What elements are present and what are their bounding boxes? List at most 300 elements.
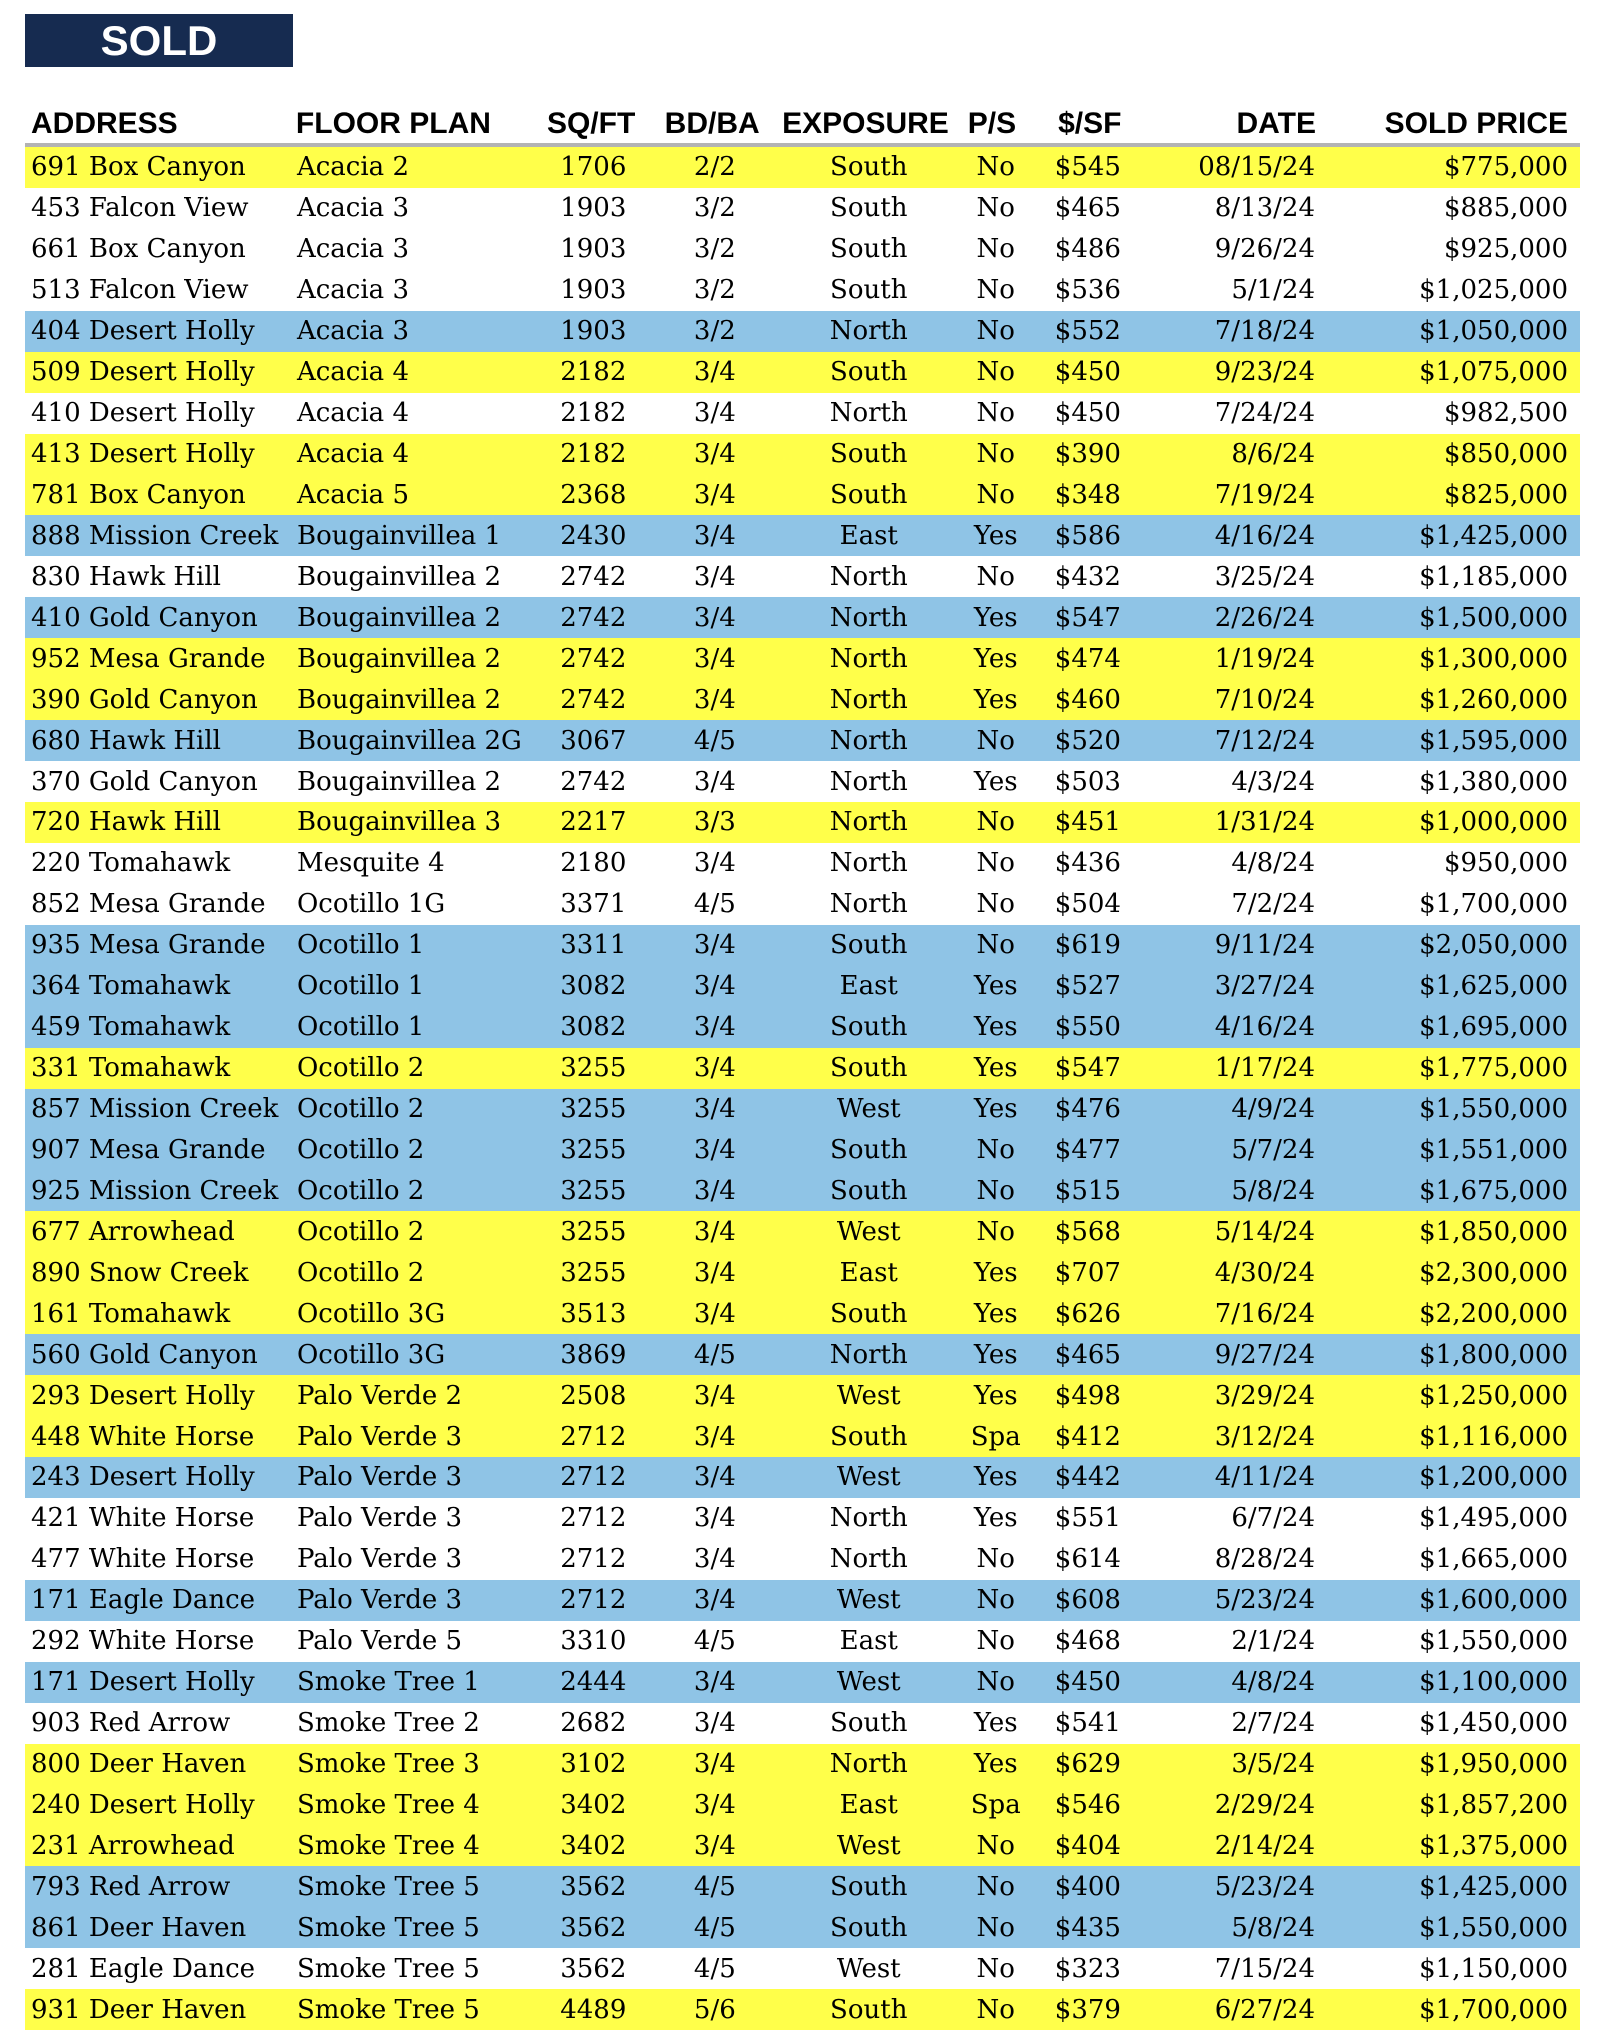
cell-price-per-sf: $435	[1054, 1912, 1121, 1943]
cell-exposure: North	[829, 684, 908, 715]
cell-price-per-sf: $432	[1054, 561, 1121, 592]
cell-address: 888 Mission Creek	[31, 520, 279, 551]
cell-sqft: 2217	[560, 807, 627, 838]
cell-ps: Yes	[973, 643, 1018, 674]
table-row	[25, 802, 1580, 843]
cell-sqft: 3562	[560, 1871, 627, 1902]
cell-sqft: 2430	[560, 520, 627, 551]
cell-price-per-sf: $527	[1054, 971, 1121, 1002]
cell-sqft: 2182	[560, 398, 627, 429]
cell-floor-plan: Ocotillo 3G	[296, 1339, 446, 1370]
cell-bdba: 3/4	[693, 1749, 736, 1780]
table-row	[25, 270, 1580, 311]
cell-bdba: 3/2	[693, 316, 736, 347]
cell-address: 171 Desert Holly	[31, 1667, 255, 1698]
cell-date: 7/2/24	[1231, 889, 1315, 920]
cell-ps: No	[976, 1216, 1015, 1247]
cell-bdba: 3/4	[693, 1053, 736, 1084]
cell-sold-price: $1,300,000	[1419, 643, 1569, 674]
cell-exposure: South	[830, 275, 908, 306]
cell-address: 861 Deer Haven	[31, 1912, 247, 1943]
cell-price-per-sf: $451	[1054, 807, 1121, 838]
cell-date: 7/15/24	[1214, 1953, 1315, 1984]
cell-address: 513 Falcon View	[31, 275, 249, 306]
cell-date: 8/13/24	[1214, 193, 1315, 224]
cell-sqft: 3513	[560, 1298, 627, 1329]
cell-price-per-sf: $619	[1054, 930, 1121, 961]
cell-sqft: 2182	[560, 357, 627, 388]
cell-sold-price: $1,025,000	[1419, 275, 1569, 306]
cell-date: 5/8/24	[1231, 1912, 1315, 1943]
cell-bdba: 3/4	[693, 930, 736, 961]
cell-ps: Yes	[973, 971, 1018, 1002]
cell-date: 7/18/24	[1214, 316, 1315, 347]
cell-sold-price: $1,625,000	[1419, 971, 1569, 1002]
cell-bdba: 3/2	[693, 193, 736, 224]
cell-price-per-sf: $520	[1054, 725, 1121, 756]
cell-bdba: 3/4	[693, 439, 736, 470]
cell-address: 370 Gold Canyon	[31, 766, 258, 797]
cell-sold-price: $1,100,000	[1419, 1667, 1569, 1698]
cell-sold-price: $1,200,000	[1419, 1462, 1569, 1493]
cell-price-per-sf: $379	[1054, 1994, 1121, 2025]
cell-exposure: East	[839, 520, 898, 551]
cell-sold-price: $1,700,000	[1419, 1994, 1569, 2025]
cell-price-per-sf: $450	[1054, 1667, 1121, 1698]
cell-ps: Yes	[973, 1462, 1018, 1493]
cell-exposure: East	[839, 971, 898, 1002]
header-address: ADDRESS	[31, 107, 178, 140]
cell-address: 661 Box Canyon	[31, 234, 246, 265]
cell-ps: Yes	[973, 1012, 1018, 1043]
cell-sold-price: $1,600,000	[1419, 1585, 1569, 1616]
cell-bdba: 4/5	[693, 1626, 736, 1657]
cell-exposure: South	[830, 1871, 908, 1902]
cell-price-per-sf: $536	[1054, 275, 1121, 306]
cell-ps: No	[976, 1626, 1015, 1657]
cell-ps: No	[976, 1585, 1015, 1616]
cell-ps: No	[976, 439, 1015, 470]
cell-address: 800 Deer Haven	[31, 1749, 247, 1780]
cell-bdba: 3/4	[693, 1667, 736, 1698]
cell-address: 410 Desert Holly	[31, 398, 255, 429]
cell-floor-plan: Palo Verde 3	[296, 1421, 463, 1452]
table-row	[25, 966, 1580, 1007]
cell-exposure: South	[830, 1421, 908, 1452]
cell-sold-price: $1,150,000	[1419, 1953, 1569, 1984]
cell-price-per-sf: $460	[1054, 684, 1121, 715]
cell-price-per-sf: $348	[1054, 479, 1121, 510]
cell-address: 720 Hawk Hill	[31, 807, 221, 838]
table-row	[25, 1089, 1580, 1130]
cell-sqft: 2712	[560, 1462, 627, 1493]
cell-exposure: South	[830, 1708, 908, 1739]
cell-date: 5/23/24	[1214, 1585, 1315, 1616]
cell-bdba: 3/4	[693, 1094, 736, 1125]
cell-price-per-sf: $468	[1054, 1626, 1121, 1657]
cell-address: 413 Desert Holly	[31, 439, 255, 470]
cell-floor-plan: Bougainvillea 2	[296, 766, 502, 797]
cell-sqft: 3067	[560, 725, 627, 756]
cell-exposure: South	[830, 439, 908, 470]
cell-sqft: 2712	[560, 1503, 627, 1534]
cell-address: 477 White Horse	[31, 1544, 255, 1575]
cell-floor-plan: Ocotillo 2	[296, 1094, 425, 1125]
cell-date: 3/25/24	[1214, 561, 1315, 592]
cell-address: 852 Mesa Grande	[31, 889, 266, 920]
cell-sqft: 2742	[560, 643, 627, 674]
cell-sqft: 3562	[560, 1912, 627, 1943]
cell-address: 890 Snow Creek	[31, 1257, 249, 1288]
table-header	[25, 104, 1580, 147]
cell-sqft: 2182	[560, 439, 627, 470]
cell-bdba: 3/2	[693, 234, 736, 265]
cell-price-per-sf: $504	[1054, 889, 1121, 920]
cell-address: 231 Arrowhead	[31, 1830, 235, 1861]
cell-sqft: 2180	[560, 848, 627, 879]
cell-sold-price: $1,500,000	[1419, 602, 1569, 633]
cell-ps: No	[976, 848, 1015, 879]
cell-price-per-sf: $707	[1054, 1257, 1121, 1288]
cell-date: 9/23/24	[1214, 357, 1315, 388]
cell-exposure: South	[830, 1994, 908, 2025]
cell-sold-price: $1,550,000	[1419, 1094, 1569, 1125]
cell-ps: No	[976, 889, 1015, 920]
cell-sold-price: $1,425,000	[1419, 1871, 1569, 1902]
cell-exposure: North	[829, 848, 908, 879]
table-row	[25, 597, 1580, 638]
table-row	[25, 1457, 1580, 1498]
table-row	[25, 188, 1580, 229]
cell-floor-plan: Palo Verde 2	[296, 1380, 463, 1411]
cell-price-per-sf: $400	[1054, 1871, 1121, 1902]
cell-exposure: South	[830, 930, 908, 961]
cell-ps: No	[976, 234, 1015, 265]
cell-sqft: 2712	[560, 1544, 627, 1575]
cell-ps: No	[976, 193, 1015, 224]
cell-sold-price: $1,260,000	[1419, 684, 1569, 715]
cell-sold-price: $925,000	[1443, 234, 1569, 265]
cell-bdba: 3/4	[693, 1380, 736, 1411]
cell-address: 410 Gold Canyon	[31, 602, 258, 633]
cell-date: 3/27/24	[1214, 971, 1315, 1002]
cell-price-per-sf: $547	[1054, 1053, 1121, 1084]
cell-sold-price: $1,185,000	[1419, 561, 1569, 592]
cell-price-per-sf: $626	[1054, 1298, 1121, 1329]
cell-exposure: West	[836, 1830, 901, 1861]
cell-sqft: 1903	[560, 316, 627, 347]
cell-exposure: East	[839, 1789, 898, 1820]
cell-bdba: 3/4	[693, 479, 736, 510]
cell-sold-price: $2,300,000	[1419, 1257, 1569, 1288]
cell-floor-plan: Ocotillo 2	[296, 1257, 425, 1288]
cell-bdba: 3/4	[693, 1257, 736, 1288]
cell-date: 6/7/24	[1231, 1503, 1315, 1534]
cell-sold-price: $2,200,000	[1419, 1298, 1569, 1329]
cell-exposure: South	[830, 193, 908, 224]
cell-date: 4/9/24	[1231, 1094, 1315, 1125]
cell-sold-price: $1,495,000	[1419, 1503, 1569, 1534]
cell-bdba: 3/4	[693, 1175, 736, 1206]
cell-sold-price: $1,250,000	[1419, 1380, 1569, 1411]
cell-bdba: 3/4	[693, 1503, 736, 1534]
cell-bdba: 3/4	[693, 602, 736, 633]
cell-exposure: North	[829, 1503, 908, 1534]
cell-address: 691 Box Canyon	[31, 152, 246, 183]
cell-address: 935 Mesa Grande	[31, 930, 266, 961]
cell-floor-plan: Ocotillo 1G	[296, 889, 446, 920]
cell-bdba: 4/5	[693, 1953, 736, 1984]
cell-sqft: 3402	[560, 1830, 627, 1861]
cell-floor-plan: Bougainvillea 2	[296, 684, 502, 715]
table-row	[25, 1703, 1580, 1744]
cell-floor-plan: Smoke Tree 5	[296, 1953, 480, 1984]
cell-date: 1/19/24	[1214, 643, 1315, 674]
cell-bdba: 3/4	[693, 1585, 736, 1616]
cell-address: 903 Red Arrow	[31, 1708, 231, 1739]
header-ps: P/S	[967, 107, 1017, 140]
header-sqft: SQ/FT	[546, 107, 636, 140]
cell-sqft: 1903	[560, 234, 627, 265]
cell-floor-plan: Bougainvillea 3	[296, 807, 502, 838]
cell-address: 680 Hawk Hill	[31, 725, 221, 756]
cell-sqft: 2368	[560, 479, 627, 510]
cell-floor-plan: Palo Verde 3	[296, 1585, 463, 1616]
cell-floor-plan: Ocotillo 1	[296, 971, 425, 1002]
cell-date: 8/6/24	[1231, 439, 1315, 470]
cell-date: 6/27/24	[1214, 1994, 1315, 2025]
cell-exposure: South	[830, 357, 908, 388]
table-row	[25, 761, 1580, 802]
cell-sqft: 3255	[560, 1175, 627, 1206]
cell-ps: No	[976, 1544, 1015, 1575]
cell-date: 4/16/24	[1214, 520, 1315, 551]
cell-date: 9/26/24	[1214, 234, 1315, 265]
cell-exposure: North	[829, 316, 908, 347]
cell-exposure: North	[829, 643, 908, 674]
cell-address: 292 White Horse	[31, 1626, 255, 1657]
table-row	[25, 229, 1580, 270]
cell-bdba: 4/5	[693, 725, 736, 756]
cell-sold-price: $2,050,000	[1419, 930, 1569, 961]
table-row	[25, 556, 1580, 597]
cell-ps: No	[976, 1830, 1015, 1861]
cell-date: 2/7/24	[1231, 1708, 1315, 1739]
cell-floor-plan: Acacia 4	[296, 357, 409, 388]
cell-ps: Yes	[973, 1094, 1018, 1125]
table-row	[25, 1048, 1580, 1089]
cell-sold-price: $1,116,000	[1419, 1421, 1569, 1452]
table-row	[25, 679, 1580, 720]
table-row	[25, 1662, 1580, 1703]
cell-exposure: North	[829, 1339, 908, 1370]
cell-sqft: 2444	[560, 1667, 627, 1698]
cell-sold-price: $1,950,000	[1419, 1749, 1569, 1780]
table-row	[25, 1948, 1580, 1989]
cell-exposure: East	[839, 1626, 898, 1657]
cell-date: 4/8/24	[1231, 1667, 1315, 1698]
cell-sqft: 1903	[560, 193, 627, 224]
table-row	[25, 1007, 1580, 1048]
cell-sqft: 3311	[560, 930, 627, 961]
cell-sold-price: $1,425,000	[1419, 520, 1569, 551]
cell-bdba: 4/5	[693, 889, 736, 920]
cell-price-per-sf: $436	[1054, 848, 1121, 879]
cell-sqft: 3255	[560, 1257, 627, 1288]
table-row	[25, 884, 1580, 925]
cell-date: 2/29/24	[1214, 1789, 1315, 1820]
cell-bdba: 3/4	[693, 766, 736, 797]
table-row	[25, 1293, 1580, 1334]
table-row	[25, 1539, 1580, 1580]
cell-ps: No	[976, 807, 1015, 838]
cell-floor-plan: Smoke Tree 1	[296, 1667, 480, 1698]
table-row	[25, 1989, 1580, 2030]
cell-address: 952 Mesa Grande	[31, 643, 266, 674]
cell-exposure: West	[836, 1953, 901, 1984]
table-row	[25, 1580, 1580, 1621]
cell-address: 421 White Horse	[31, 1503, 255, 1534]
cell-sqft: 3402	[560, 1789, 627, 1820]
cell-sold-price: $1,375,000	[1419, 1830, 1569, 1861]
cell-price-per-sf: $412	[1054, 1421, 1121, 1452]
cell-address: 793 Red Arrow	[31, 1871, 231, 1902]
table-row	[25, 925, 1580, 966]
cell-exposure: South	[830, 234, 908, 265]
cell-bdba: 3/4	[693, 1789, 736, 1820]
table-row	[25, 1825, 1580, 1866]
cell-date: 3/5/24	[1231, 1749, 1315, 1780]
cell-floor-plan: Acacia 5	[296, 479, 409, 510]
table-row	[25, 475, 1580, 516]
cell-bdba: 3/4	[693, 643, 736, 674]
cell-exposure: South	[830, 479, 908, 510]
cell-ps: No	[976, 1134, 1015, 1165]
cell-date: 2/26/24	[1214, 602, 1315, 633]
cell-ps: No	[976, 1994, 1015, 2025]
table-row	[25, 1907, 1580, 1948]
cell-address: 560 Gold Canyon	[31, 1339, 258, 1370]
cell-sold-price: $982,500	[1443, 398, 1569, 429]
cell-ps: No	[976, 275, 1015, 306]
cell-floor-plan: Bougainvillea 2	[296, 602, 502, 633]
cell-address: 171 Eagle Dance	[31, 1585, 256, 1616]
sold-badge: SOLD	[25, 14, 293, 67]
cell-ps: Yes	[973, 766, 1018, 797]
table-row	[25, 1334, 1580, 1375]
cell-exposure: West	[836, 1380, 901, 1411]
cell-sqft: 2712	[560, 1421, 627, 1452]
cell-sqft: 2742	[560, 602, 627, 633]
cell-price-per-sf: $614	[1054, 1544, 1121, 1575]
cell-ps: No	[976, 561, 1015, 592]
cell-address: 931 Deer Haven	[31, 1994, 247, 2025]
cell-address: 677 Arrowhead	[31, 1216, 235, 1247]
cell-ps: Yes	[973, 1339, 1018, 1370]
cell-bdba: 3/4	[693, 1421, 736, 1452]
cell-sold-price: $1,450,000	[1419, 1708, 1569, 1739]
cell-bdba: 3/4	[693, 1216, 736, 1247]
cell-price-per-sf: $546	[1054, 1789, 1121, 1820]
table-row	[25, 352, 1580, 393]
cell-sqft: 3082	[560, 1012, 627, 1043]
cell-price-per-sf: $608	[1054, 1585, 1121, 1616]
cell-ps: Spa	[970, 1789, 1021, 1820]
cell-date: 7/24/24	[1214, 398, 1315, 429]
cell-sqft: 2508	[560, 1380, 627, 1411]
cell-exposure: South	[830, 1912, 908, 1943]
cell-bdba: 3/4	[693, 971, 736, 1002]
cell-date: 7/10/24	[1214, 684, 1315, 715]
cell-ps: Yes	[973, 1708, 1018, 1739]
cell-ps: No	[976, 357, 1015, 388]
cell-date: 5/7/24	[1231, 1134, 1315, 1165]
cell-ps: Yes	[973, 1380, 1018, 1411]
cell-floor-plan: Ocotillo 2	[296, 1216, 425, 1247]
cell-sold-price: $1,700,000	[1419, 889, 1569, 920]
cell-floor-plan: Mesquite 4	[296, 848, 445, 879]
cell-price-per-sf: $568	[1054, 1216, 1121, 1247]
cell-bdba: 4/5	[693, 1912, 736, 1943]
cell-address: 390 Gold Canyon	[31, 684, 258, 715]
cell-floor-plan: Bougainvillea 2G	[296, 725, 522, 756]
cell-sqft: 4489	[560, 1994, 627, 2025]
cell-bdba: 3/4	[693, 1012, 736, 1043]
cell-price-per-sf: $629	[1054, 1749, 1121, 1780]
cell-sqft: 3102	[560, 1749, 627, 1780]
table-row	[25, 1170, 1580, 1211]
cell-ps: No	[976, 1912, 1015, 1943]
cell-floor-plan: Ocotillo 2	[296, 1175, 425, 1206]
cell-price-per-sf: $450	[1054, 398, 1121, 429]
cell-address: 240 Desert Holly	[31, 1789, 255, 1820]
cell-price-per-sf: $390	[1054, 439, 1121, 470]
cell-price-per-sf: $465	[1054, 193, 1121, 224]
table-row	[25, 843, 1580, 884]
cell-date: 1/31/24	[1214, 807, 1315, 838]
cell-address: 857 Mission Creek	[31, 1094, 279, 1125]
cell-floor-plan: Acacia 2	[296, 152, 409, 183]
cell-price-per-sf: $550	[1054, 1012, 1121, 1043]
cell-sqft: 3371	[560, 889, 627, 920]
cell-sqft: 3869	[560, 1339, 627, 1370]
cell-ps: Yes	[973, 1503, 1018, 1534]
cell-address: 448 White Horse	[31, 1421, 255, 1452]
cell-bdba: 3/4	[693, 848, 736, 879]
table-row	[25, 515, 1580, 556]
cell-ps: No	[976, 152, 1015, 183]
cell-bdba: 3/4	[693, 684, 736, 715]
cell-date: 5/23/24	[1214, 1871, 1315, 1902]
cell-ps: No	[976, 725, 1015, 756]
cell-exposure: North	[829, 725, 908, 756]
cell-floor-plan: Smoke Tree 5	[296, 1994, 480, 2025]
cell-price-per-sf: $465	[1054, 1339, 1121, 1370]
cell-floor-plan: Smoke Tree 5	[296, 1912, 480, 1943]
cell-floor-plan: Ocotillo 2	[296, 1134, 425, 1165]
cell-address: 293 Desert Holly	[31, 1380, 255, 1411]
cell-price-per-sf: $552	[1054, 316, 1121, 347]
cell-floor-plan: Smoke Tree 3	[296, 1749, 480, 1780]
cell-price-per-sf: $486	[1054, 234, 1121, 265]
cell-floor-plan: Acacia 3	[296, 193, 409, 224]
cell-sqft: 3255	[560, 1216, 627, 1247]
cell-address: 404 Desert Holly	[31, 316, 255, 347]
cell-address: 331 Tomahawk	[31, 1053, 231, 1084]
cell-exposure: North	[829, 889, 908, 920]
cell-price-per-sf: $476	[1054, 1094, 1121, 1125]
cell-sold-price: $1,857,200	[1419, 1789, 1569, 1820]
